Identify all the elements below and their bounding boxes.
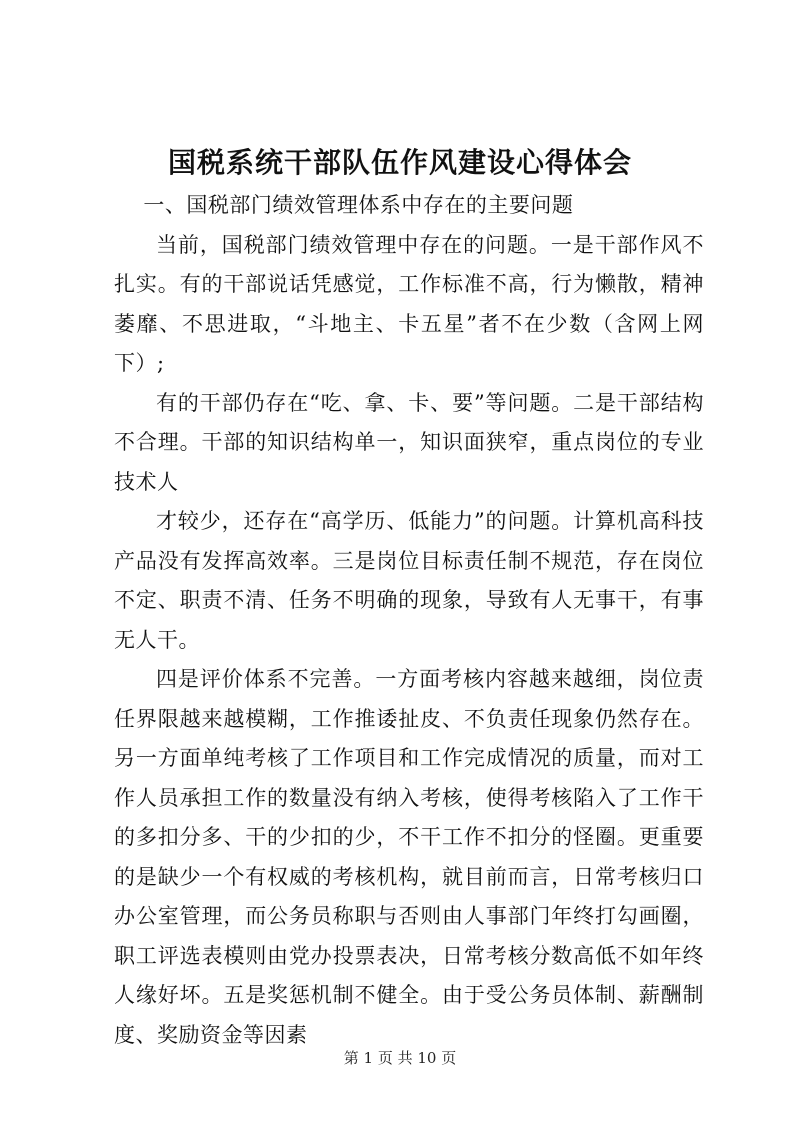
section-heading: 一、国税部门绩效管理体系中存在的主要问题 [143,193,574,217]
document-title: 国税系统干部队伍作风建设心得体会 [167,146,632,179]
paragraph: 才较少，还存在“高学历、低能力”的问题。计算机高科技产品没有发挥高效率。三是岗位目标责任制不规范，存在岗位不定、职责不清、任务不明确的现象，导致有人无事干，有事无人干。 [114,509,704,652]
page-number-footer: 第 1 页 共 10 页 [343,1049,457,1067]
paragraph: 当前，国税部门绩效管理中存在的问题。一是干部作风不扎实。有的干部说话凭感觉，工作标准不高，行为懒散，精神萎靡、不思进取，“斗地主、卡五星”者不在少数（含网上网下）; [114,232,704,375]
document-body [114,186,704,1055]
paragraph: 四是评价体系不完善。一方面考核内容越来越细，岗位责任界限越来越模糊，工作推诿扯皮、不负责任现象仍然存在。另一方面单纯考核了工作项目和工作完成情况的质量，而对工作人员承担工作的数量没有纳入考核，使得考核陷入了工作干的多扣分多、干的少扣的少，不干工作不扣分的怪圈。更重要的是缺少一个有权威的考核机构，就目前而言，日常考核归口办公室管理，而公务员称职与否则由人事部门年终打勾画圈，职工评选表模则由党办投票表决，日常考核分数高低不如年终人缘好坏。五是奖惩机制不健全。由于受公务员体制、薪酬制度、奖励资金等因素 [114,667,704,1047]
paragraph: 有的干部仍存在“吃、拿、卡、要”等问题。二是干部结构不合理。干部的知识结构单一，知识面狭窄，重点岗位的专业技术人 [114,390,704,494]
